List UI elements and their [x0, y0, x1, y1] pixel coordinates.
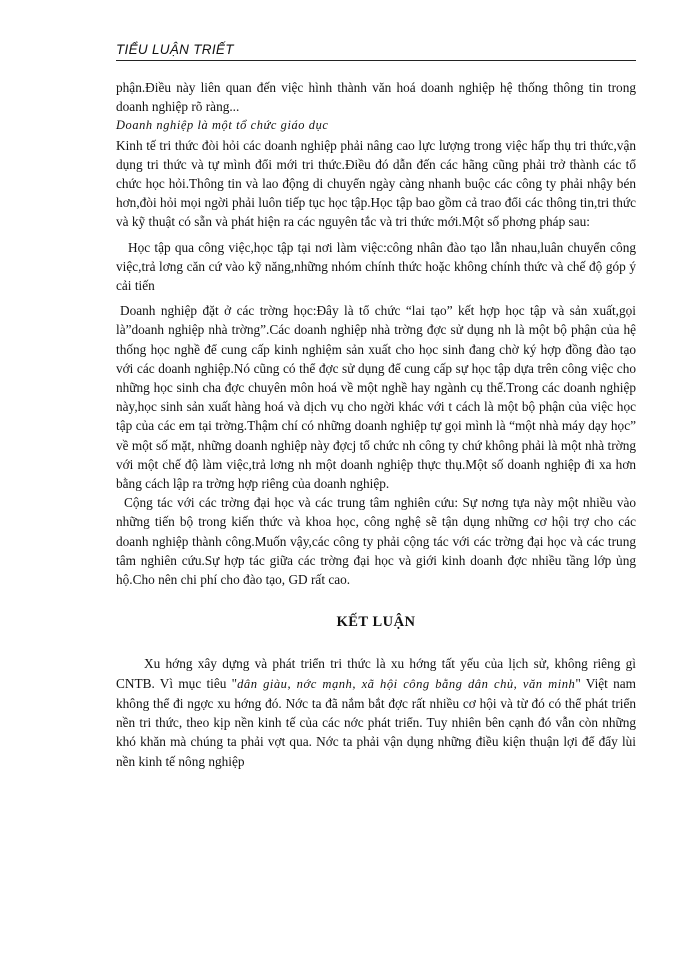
paragraph-conclusion [116, 654, 636, 770]
conclusion-heading: KẾT LUẬN [336, 614, 416, 631]
conclusion-slogan: dân giàu, nớc mạnh, xã hội công bằng dân chủ, văn minh [237, 676, 576, 691]
paragraph-knowledge-economy: Kinh tế tri thức đòi hỏi các doanh nghiệp phải nâng cao lực lượng trong việc hấp thụ tri thức,vận dụng tri thức và tự mình đổi mới tri thức.Điều đó dẫn đến các hãng cũng phải trở thành các tổ chức học hỏi.Thông tin và lao động di chuyển ngày càng nhanh buộc các công ty phải nhậy bén hơn,đòi hỏi mọi ngời phải luôn tiếp tục học tập.Học tập bao gồm cả trao đổi các thông tin,tri thức và kỹ thuật có sẵn và phát hiện ra các nguyên tắc và tri thức mới.Một số phơng pháp sau: [116, 137, 636, 230]
document-body [116, 78, 636, 771]
conclusion-text-end: " Việt nam không thể đi ngợc xu hớng đó. Nớc ta đã nắm bắt đợc rất nhiều cơ hội và từ đó có thể phát triển nền tri thức, theo kịp nền kinh tế của các nớc phát triển. Tuy nhiên bên cạnh đó vẫn còn những khó khăn mà chúng ta phải vợt qua. Nớc ta phải vận dụng những điều kiện thuận lợi để đẩy lùi nền kinh tế nông nghiệp [116, 675, 637, 769]
conclusion-text-start: Xu hớng xây dựng và phát triển tri thức là xu hớng tất yếu của lịch sử, không riêng gì CNTB. Vì mục tiêu " [116, 656, 636, 691]
running-header [116, 40, 636, 61]
paragraph-intro: phận.Điều này liên quan đến việc hình thành văn hoá doanh nghiệp hệ thống thông tin trong doanh nghiệp rõ ràng... [116, 80, 636, 115]
paragraph-method-university-cooperation: Cộng tác với các trờng đại học và các trung tâm nghiên cứu: Sự nơng tựa này một nhiều vào những tiến bộ trong kiến thức và khoa học, công nghệ sẽ tận dụng những cơ hội trợ cho các doanh nghiệp thành công.Muốn vậy,các công ty phải cộng tác với các trờng đại học và các trung tâm nghiên cứu.Sự hợp tác giữa các trờng đại học và giới kinh doanh đợc nhiều tầng lớp ủng hộ.Cho nên chi phí cho đào tạo, GD rất cao. [116, 495, 636, 588]
section-heading-education: Doanh nghiệp là một tổ chức giáo dục [116, 118, 329, 133]
paragraph-method-work-learning: Học tập qua công việc,học tập tại nơi làm việc:công nhân đào tạo lẫn nhau,luân chuyển công việc,trả lơng căn cứ vào kỹ năng,những nhóm chính thức hoặc không chính thức và chế độ góp ý cải tiến [116, 239, 636, 294]
paragraph-method-school-enterprise: Doanh nghiệp đặt ở các trờng học:Đây là tổ chức “lai tạo” kết hợp học tập và sản xuất,gọi là”doanh nghiệp nhà trờng”.Các doanh nghiệp nhà trờng đợc sử dụng nh là một bộ phận của hệ thống học nghề để cung cấp kinh nghiệm sản xuất cho học sinh đang chờ ký hợp đồng đào tạo với các doanh nghiệp.Nó cũng có thể đợc sử dụng để cung cấp sự học tập dựa trên công việc cho những học sinh cha đợc chuyên môn hoá về một nghề hay ngành cụ thể.Trong các doanh nghiệp này,học sinh sản xuất hàng hoá và dịch vụ cho ngời khác với t cách là một bộ phận của việc học tập của các em tại trờng.Thậm chí có những doanh nghiệp tự gọi mình là “một nhà máy dạy học” về một số mặt, những doanh nghiệp này đợcj tổ chức nh công ty chứ không phải là một nhà trờng với một chế độ làm việc,trả lơng nh một doanh nghiệp thực thụ.Một số doanh nghiệp đi xa hơn bằng cách lập ra trờng hợp riêng của doanh nghiệp. [116, 303, 636, 492]
header-title: TIỂU LUẬN TRIẾT [116, 42, 234, 57]
